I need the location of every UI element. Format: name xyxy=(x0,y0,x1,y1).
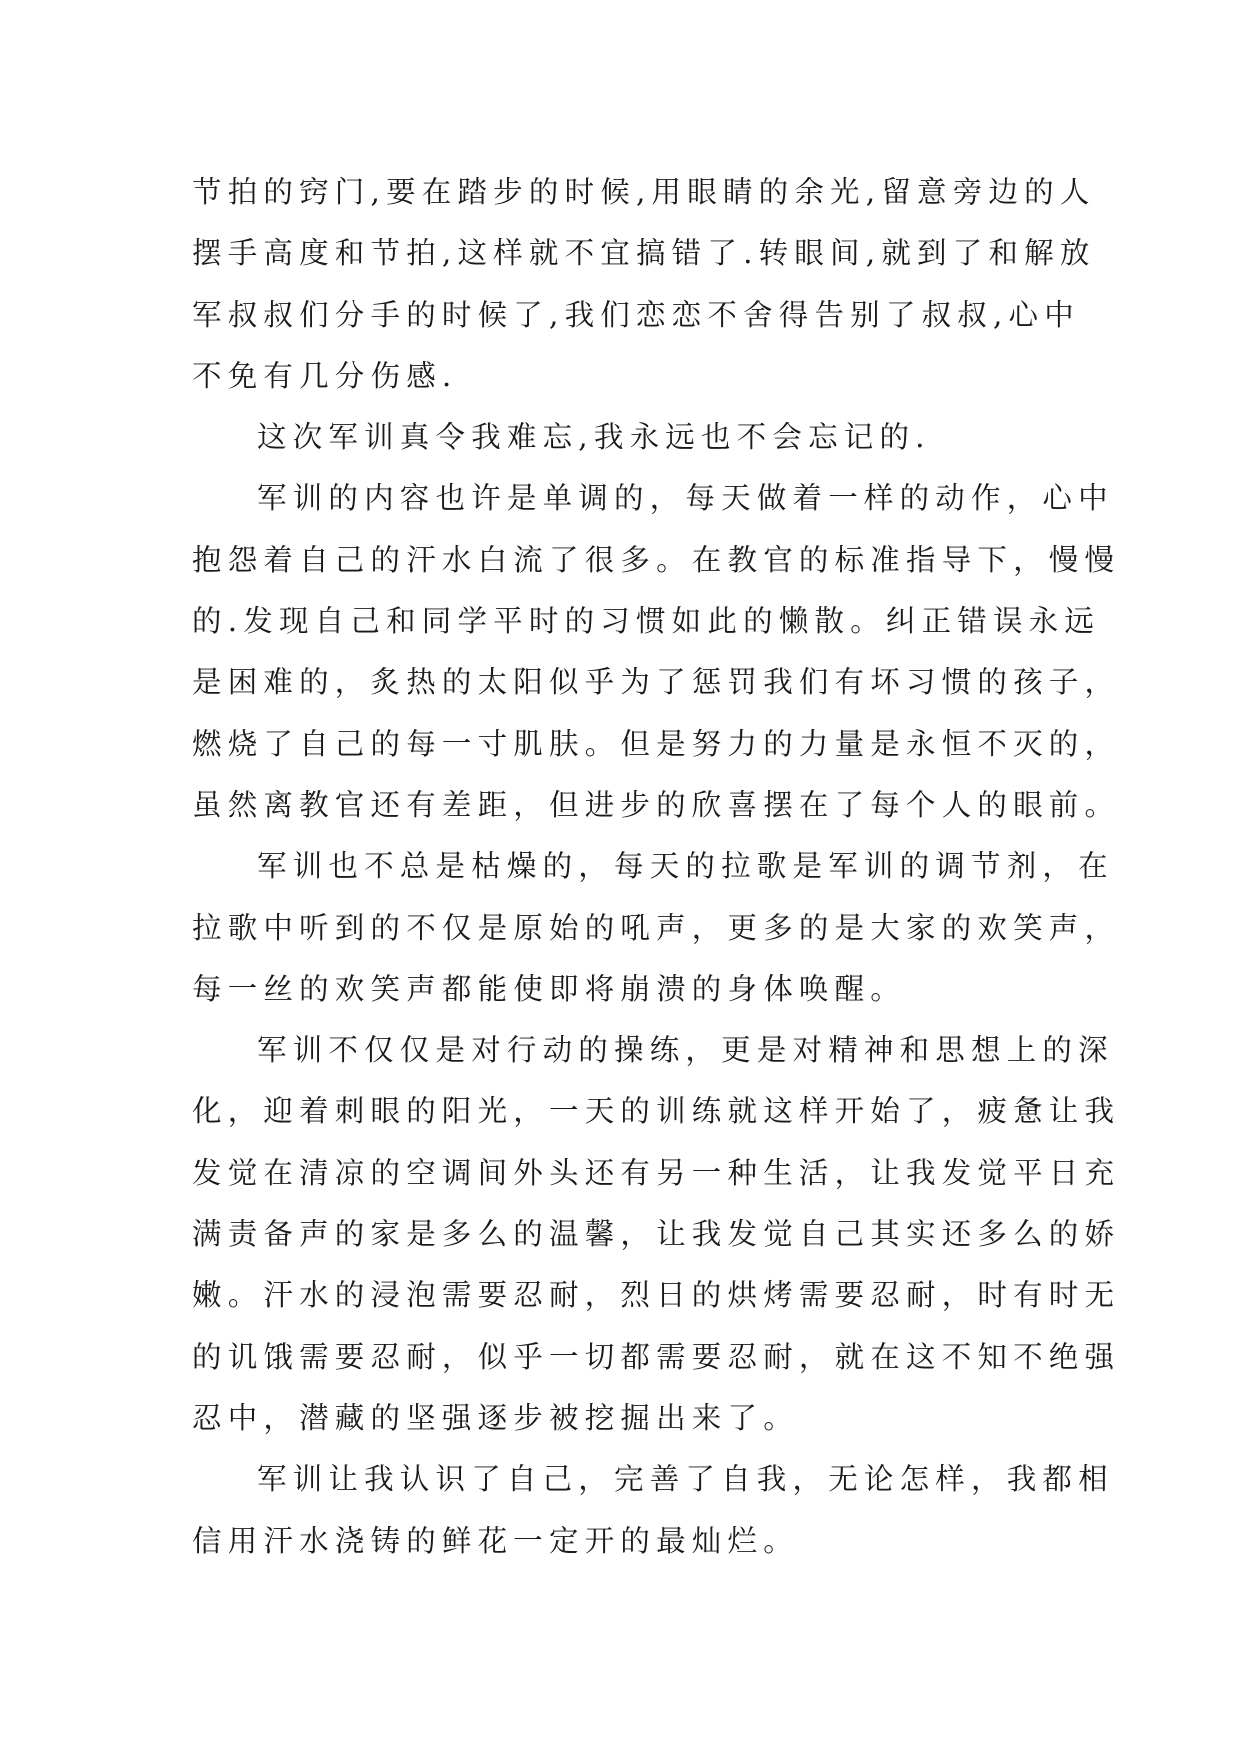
text-line: 燃烧了自己的每一寸肌肤。但是努力的力量是永恒不灭的， xyxy=(192,726,1121,761)
paragraph-first-line: 军训不仅仅是对行动的操练，更是对精神和思想上的深 xyxy=(257,1033,1114,1068)
text-line: 的.发现自己和同学平时的习惯如此的懒散。纠正错误永远 xyxy=(192,604,1101,639)
text-line: 信用汗水浇铸的鲜花一定开的最灿烂。 xyxy=(192,1523,799,1558)
paragraph-first-line: 军训让我认识了自己，完善了自我，无论怎样，我都相 xyxy=(257,1462,1114,1497)
paragraph-first-line: 这次军训真令我难忘,我永远也不会忘记的. xyxy=(257,420,931,455)
text-line: 是困难的，炙热的太阳似乎为了惩罚我们有坏习惯的孩子， xyxy=(192,665,1121,700)
paragraph-first-line: 军训的内容也许是单调的，每天做着一样的动作，心中 xyxy=(257,481,1114,516)
text-line: 虽然离教官还有差距，但进步的欣喜摆在了每个人的眼前。 xyxy=(192,787,1121,822)
document-body xyxy=(192,162,1121,1572)
text-line: 忍中，潜藏的坚强逐步被挖掘出来了。 xyxy=(192,1400,799,1435)
text-line: 抱怨着自己的汗水白流了很多。在教官的标准指导下，慢慢 xyxy=(192,542,1121,577)
text-line: 不免有几分伤感. xyxy=(192,358,458,393)
text-line: 拉歌中听到的不仅是原始的吼声，更多的是大家的欢笑声， xyxy=(192,910,1121,945)
text-line: 满责备声的家是多么的温馨，让我发觉自己其实还多么的娇 xyxy=(192,1217,1121,1252)
text-line: 化，迎着刺眼的阳光，一天的训练就这样开始了，疲惫让我 xyxy=(192,1094,1121,1129)
text-line: 嫩。汗水的浸泡需要忍耐，烈日的烘烤需要忍耐，时有时无 xyxy=(192,1278,1121,1313)
text-line: 摆手高度和节拍,这样就不宜搞错了.转眼间,就到了和解放 xyxy=(192,236,1096,271)
text-line: 发觉在清凉的空调间外头还有另一种生活，让我发觉平日充 xyxy=(192,1155,1121,1190)
text-line: 军叔叔们分手的时候了,我们恋恋不舍得告别了叔叔,心中 xyxy=(192,297,1080,332)
text-line: 节拍的窍门,要在踏步的时候,用眼睛的余光,留意旁边的人 xyxy=(192,175,1096,209)
paragraph-first-line: 军训也不总是枯燥的，每天的拉歌是军训的调节剂，在 xyxy=(257,849,1114,884)
text-line: 的讥饿需要忍耐，似乎一切都需要忍耐，就在这不知不绝强 xyxy=(192,1339,1121,1374)
text-line: 每一丝的欢笑声都能使即将崩溃的身体唤醒。 xyxy=(192,971,907,1006)
